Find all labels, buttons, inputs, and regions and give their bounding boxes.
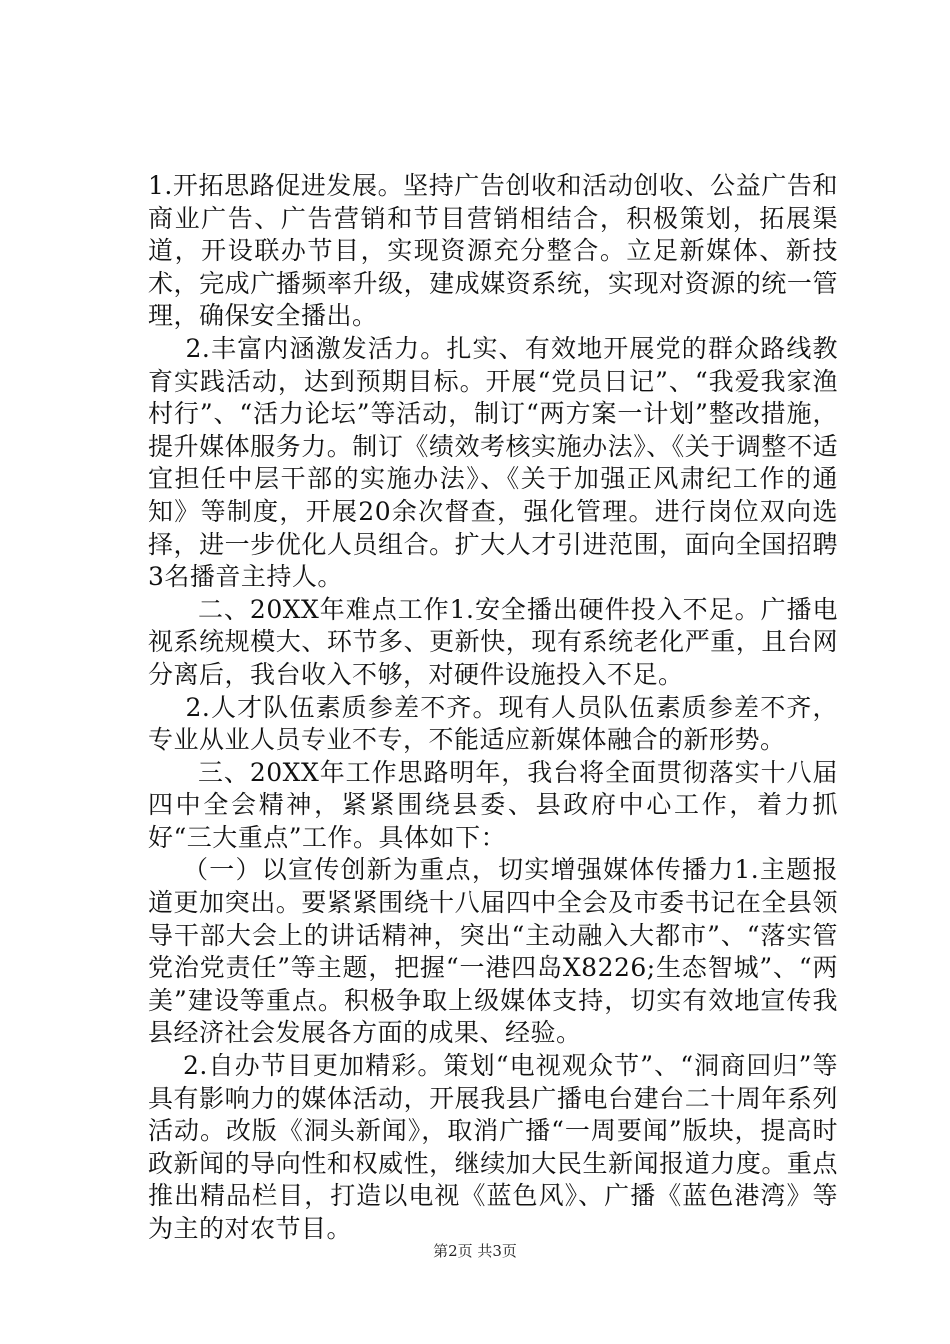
paragraph-self-run-programs: 2.自办节目更加精彩。策划“电视观众节”、“洞商回归”等具有影响力的媒体活动，开展我县广播电台建台二十周年系列活动。改版《洞头新闻》，取消广播“一周要闻”版块，提高时政新闻的导向性和权威性，继续加大民生新闻报道力度。重点推出精品栏目，打造以电视《蓝色风》、广播《蓝色港湾》等为主的对农节目。 (148, 1051, 838, 1243)
paragraph-talent-team: 2.人才队伍素质参差不齐。现有人员队伍素质参差不齐，专业从业人员专业不专，不能适应新媒体融合的新形势。 (148, 692, 838, 755)
paragraph-difficult-work: 二、20XX年难点工作1.安全播出硬件投入不足。广播电视系统规模大、环节多、更新快，现有系统老化严重，且台网分离后，我台收入不够，对硬件设施投入不足。 (148, 594, 838, 689)
document-body (148, 170, 838, 1246)
paragraph-propaganda-innovation: （一）以宣传创新为重点，切实增强媒体传播力1.主题报道更加突出。要紧紧围绕十八届四中全会及市委书记在全县领导干部大会上的讲话精神，突出“主动融入大都市”、“落实管党治党责任”等主题，把握“一港四岛X8226;生态智城”、“两美”建设等重点。积极争取上级媒体支持，切实有效地宣传我县经济社会发展各方面的成果、经验。 (148, 855, 838, 1048)
paragraph-work-plan: 三、20XX年工作思路明年，我台将全面贯彻落实十八届四中全会精神，紧紧围绕县委、县政府中心工作，着力抓好“三大重点”工作。具体如下： (148, 757, 838, 852)
paragraph-1-expand-ideas: 1.开拓思路促进发展。坚持广告创收和活动创收、公益广告和商业广告、广告营销和节目营销相结合，积极策划，拓展渠道，开设联办节目，实现资源充分整合。立足新媒体、新技术，完成广播频率升级，建成媒资系统，实现对资源的统一管理，确保安全播出。 (148, 171, 838, 331)
paragraph-2-enrich-content: 2.丰富内涵激发活力。扎实、有效地开展党的群众路线教育实践活动，达到预期目标。开展“党员日记”、“我爱我家渔村行”、“活力论坛”等活动，制订“两方案一计划”整改措施，提升媒体服务力。制订《绩效考核实施办法》、《关于调整不适宜担任中层干部的实施办法》、《关于加强正风肃纪工作的通知》等制度，开展20余次督查，强化管理。进行岗位双向选择，进一步优化人员组合。扩大人才引进范围，面向全国招聘3名播音主持人。 (148, 333, 838, 592)
page-number-footer: 第2页 共3页 (433, 1242, 517, 1260)
